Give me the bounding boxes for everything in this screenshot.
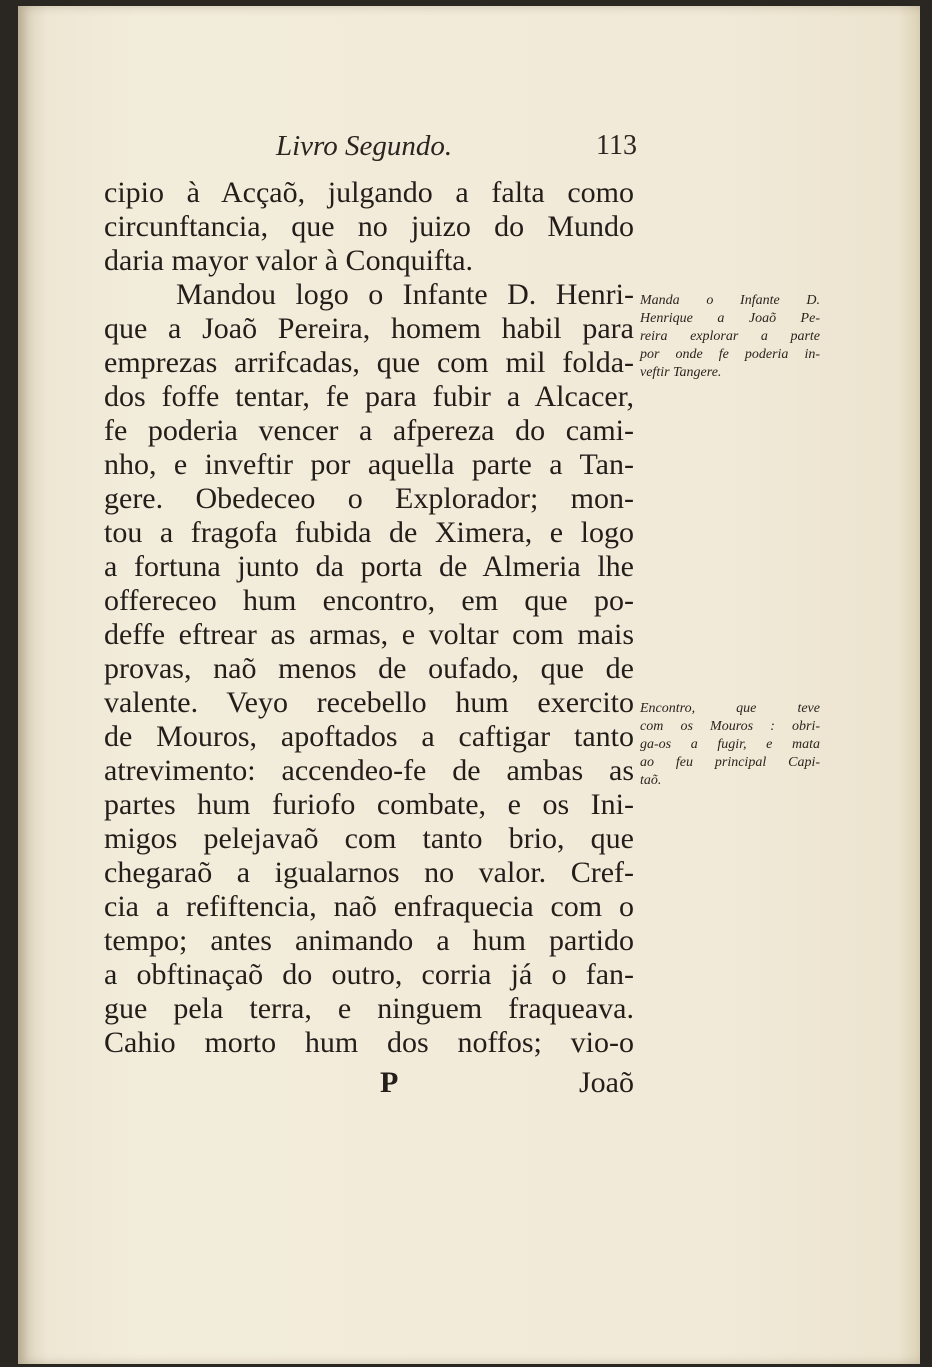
text-line: a fortuna junto da porta de Almeria lhe [104, 550, 634, 583]
margin-note-line: ao feu principal Capi- [640, 755, 820, 770]
margin-note-line: taõ. [640, 773, 662, 788]
text-line: circunftancia, que no juizo do Mundo [104, 210, 634, 243]
running-title: Livro Segundo. [276, 130, 453, 162]
catchword: Joaõ [579, 1066, 634, 1099]
margin-note-line: Manda o Infante D. [640, 293, 820, 308]
margin-note [640, 700, 820, 790]
text-line: migos pelejavaõ com tanto brio, que [104, 822, 634, 855]
text-line: dos foffe tentar, fe para fubir a Alcacer, [104, 380, 634, 413]
text-line: daria mayor valor à Conquifta. [104, 244, 474, 277]
margin-note-line: por onde fe poderia in- [640, 347, 820, 362]
margin-note [640, 292, 820, 382]
text-line: cipio à Acçaõ, julgando a falta como [104, 176, 634, 209]
text-line: provas, naõ menos de oufado, que de [104, 652, 634, 685]
margin-note-line: com os Mouros : obri- [640, 719, 820, 734]
signature-mark: P [380, 1066, 399, 1099]
margin-note-line: veftir Tangere. [640, 365, 722, 380]
page-number: 113 [596, 130, 637, 161]
text-line: tempo; antes animando a hum partido [104, 924, 634, 957]
text-line: gere. Obedeceo o Explorador; mon- [104, 482, 634, 515]
text-line: Mandou logo o Infante D. Henri- [176, 278, 634, 311]
book-page [18, 6, 920, 1364]
margin-note-line: ga-os a fugir, e mata [640, 737, 820, 752]
page-header [18, 130, 920, 170]
body-text [104, 176, 634, 1060]
text-line: de Mouros, apoftados a caftigar tanto [104, 720, 634, 753]
text-line: emprezas arrifcadas, que com mil folda- [104, 346, 634, 379]
text-line: a obftinaçaõ do outro, corria já o fan- [104, 958, 634, 991]
text-line: valente. Veyo recebello hum exercito [104, 686, 634, 719]
text-line: partes hum furiofo combate, e os Ini- [104, 788, 634, 821]
margin-note-line: Encontro, que teve [640, 701, 820, 716]
page-footer [104, 1066, 634, 1102]
margin-note-line: Henrique a Joaõ Pe- [640, 311, 820, 326]
text-line: gue pela terra, e ninguem fraqueava. [104, 992, 634, 1025]
text-line: atrevimento: accendeo-fe de ambas as [104, 754, 634, 787]
text-line: chegaraõ a igualarnos no valor. Cref- [104, 856, 634, 889]
text-line: nho, e inveftir por aquella parte a Tan- [104, 448, 634, 481]
text-line: deffe eftrear as armas, e voltar com mais [104, 618, 634, 651]
text-line: fe poderia vencer a afpereza do cami- [104, 414, 634, 447]
text-line: tou a fragofa fubida de Ximera, e logo [104, 516, 634, 549]
text-line: que a Joaõ Pereira, homem habil para [104, 312, 634, 345]
text-line: Cahio morto hum dos noffos; vio-o [104, 1026, 634, 1059]
margin-note-line: reira explorar a parte [640, 329, 820, 344]
text-line: cia a refiftencia, naõ enfraquecia com o [104, 890, 634, 923]
text-line: offereceo hum encontro, em que po- [104, 584, 634, 617]
